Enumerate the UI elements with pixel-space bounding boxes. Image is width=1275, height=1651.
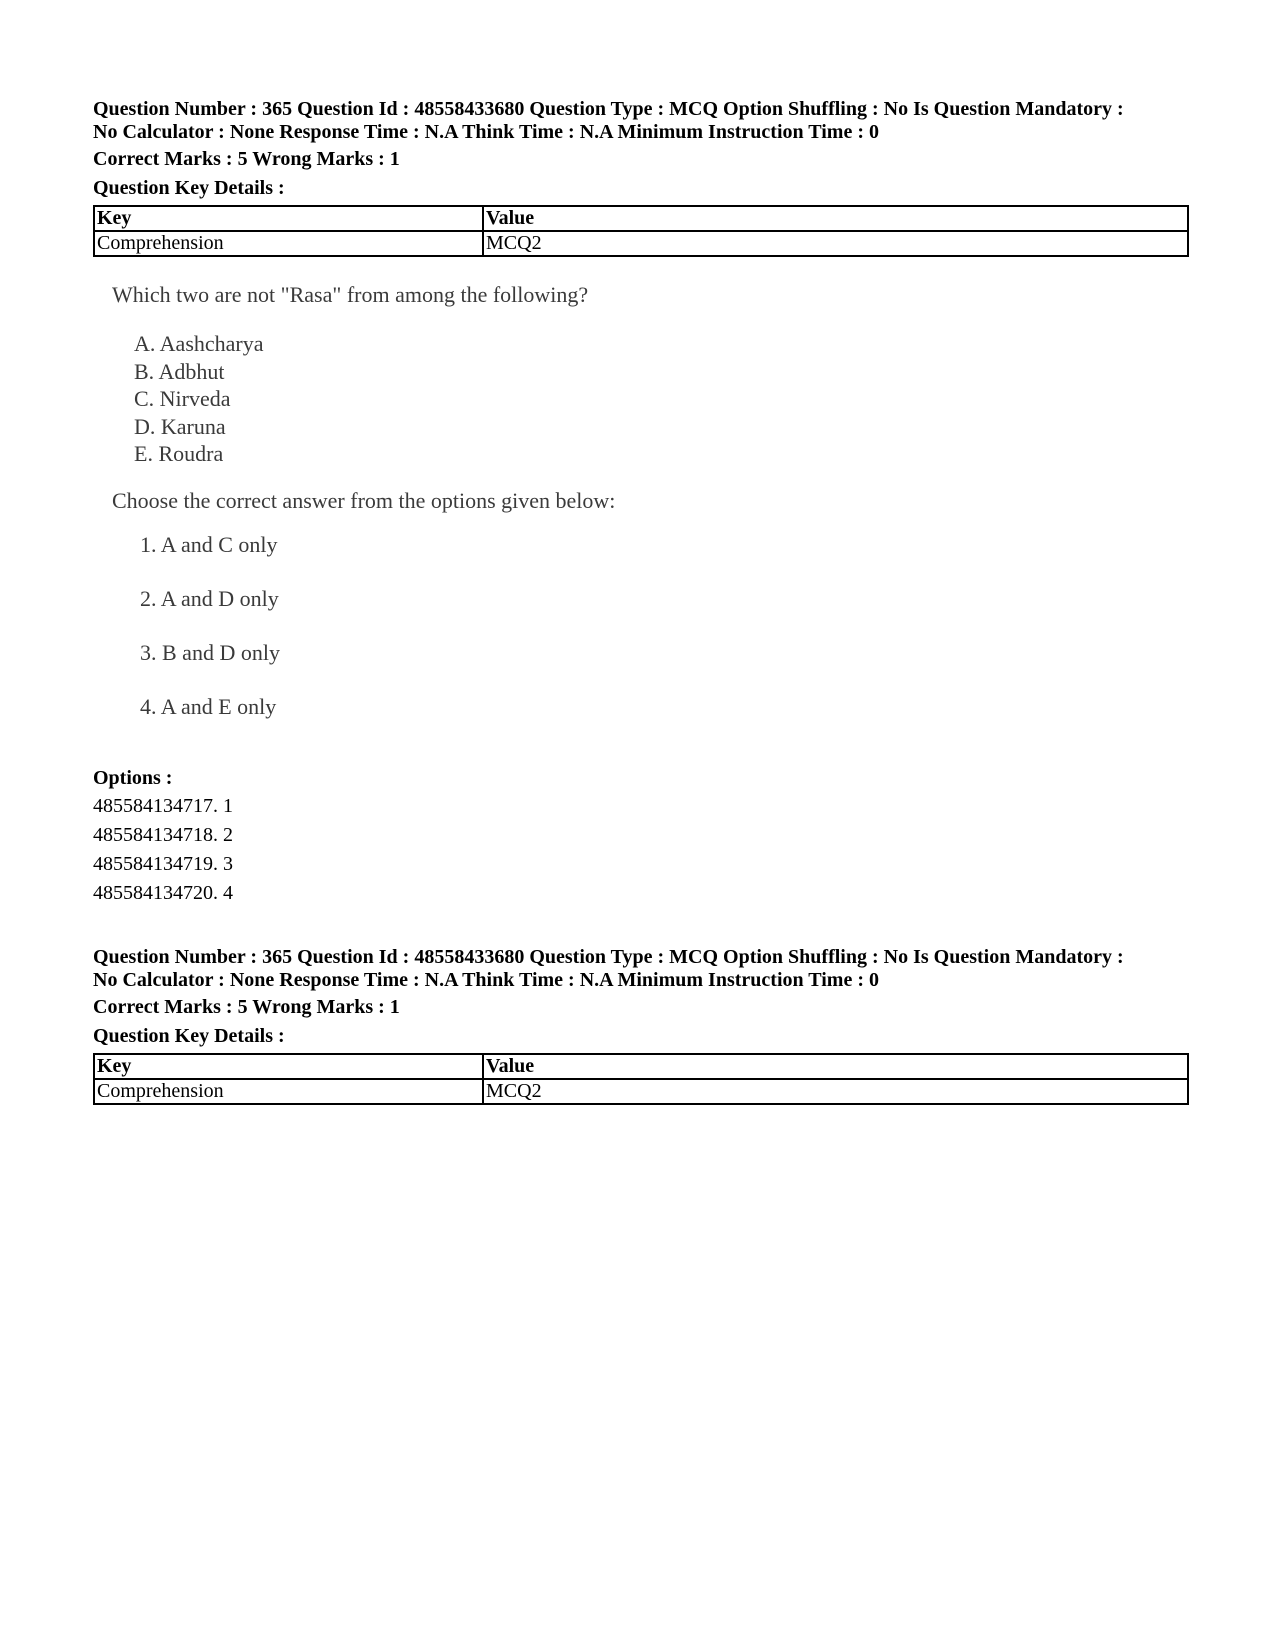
- question-meta-line-2: No Calculator : None Response Time : N.A Think Time : N.A Minimum Instruction Time : 0: [93, 969, 879, 991]
- list-item: A. Aashcharya: [134, 331, 264, 356]
- table-cell-key: Comprehension: [94, 1079, 483, 1104]
- table-header-row: [94, 206, 1188, 231]
- list-item: 1. A and C only: [140, 531, 278, 557]
- table-header-value: Value: [483, 206, 1188, 231]
- key-details-label: Question Key Details :: [93, 1025, 285, 1047]
- list-item: C. Nirveda: [134, 386, 231, 411]
- table-cell-value: MCQ2: [483, 1079, 1188, 1104]
- table-cell-key: Comprehension: [94, 231, 483, 256]
- options-label: Options :: [93, 767, 173, 789]
- table-header-row: [94, 1054, 1188, 1079]
- marks-line: Correct Marks : 5 Wrong Marks : 1: [93, 996, 400, 1018]
- question-header-block-2: [93, 946, 1193, 1105]
- list-item: 2. A and D only: [140, 585, 279, 611]
- table-row: [94, 231, 1188, 256]
- table-header-value: Value: [483, 1054, 1188, 1079]
- statement-list: [134, 330, 712, 468]
- list-item: E. Roudra: [134, 441, 224, 466]
- options-block: [93, 764, 233, 908]
- option-item: 485584134718. 2: [93, 824, 233, 846]
- option-item: 485584134720. 4: [93, 882, 233, 904]
- question-image: [112, 282, 712, 748]
- list-item: D. Karuna: [134, 413, 226, 439]
- question-meta-line-1: Question Number : 365 Question Id : 48558433680 Question Type : MCQ Option Shuffling : No Is Question Mandatory :: [93, 946, 1124, 968]
- question-header-block: [93, 98, 1193, 257]
- choose-instruction: Choose the correct answer from the options given below:: [112, 487, 616, 513]
- key-details-table: [93, 205, 1189, 257]
- table-header-key: Key: [94, 206, 483, 231]
- list-item: 4. A and E only: [140, 693, 277, 719]
- question-meta-line-2: No Calculator : None Response Time : N.A Think Time : N.A Minimum Instruction Time : 0: [93, 121, 879, 143]
- marks-line: Correct Marks : 5 Wrong Marks : 1: [93, 148, 400, 170]
- table-header-key: Key: [94, 1054, 483, 1079]
- option-item: 485584134719. 3: [93, 853, 233, 875]
- table-cell-value: MCQ2: [483, 231, 1188, 256]
- list-item: B. Adbhut: [134, 358, 225, 384]
- option-item: 485584134717. 1: [93, 795, 233, 817]
- key-details-label: Question Key Details :: [93, 177, 285, 199]
- question-text: Which two are not "Rasa" from among the following?: [112, 282, 589, 307]
- answer-list: [140, 532, 712, 720]
- key-details-table: [93, 1053, 1189, 1105]
- list-item: 3. B and D only: [140, 639, 280, 665]
- question-meta-line-1: Question Number : 365 Question Id : 48558433680 Question Type : MCQ Option Shuffling : No Is Question Mandatory :: [93, 98, 1124, 120]
- table-row: [94, 1079, 1188, 1104]
